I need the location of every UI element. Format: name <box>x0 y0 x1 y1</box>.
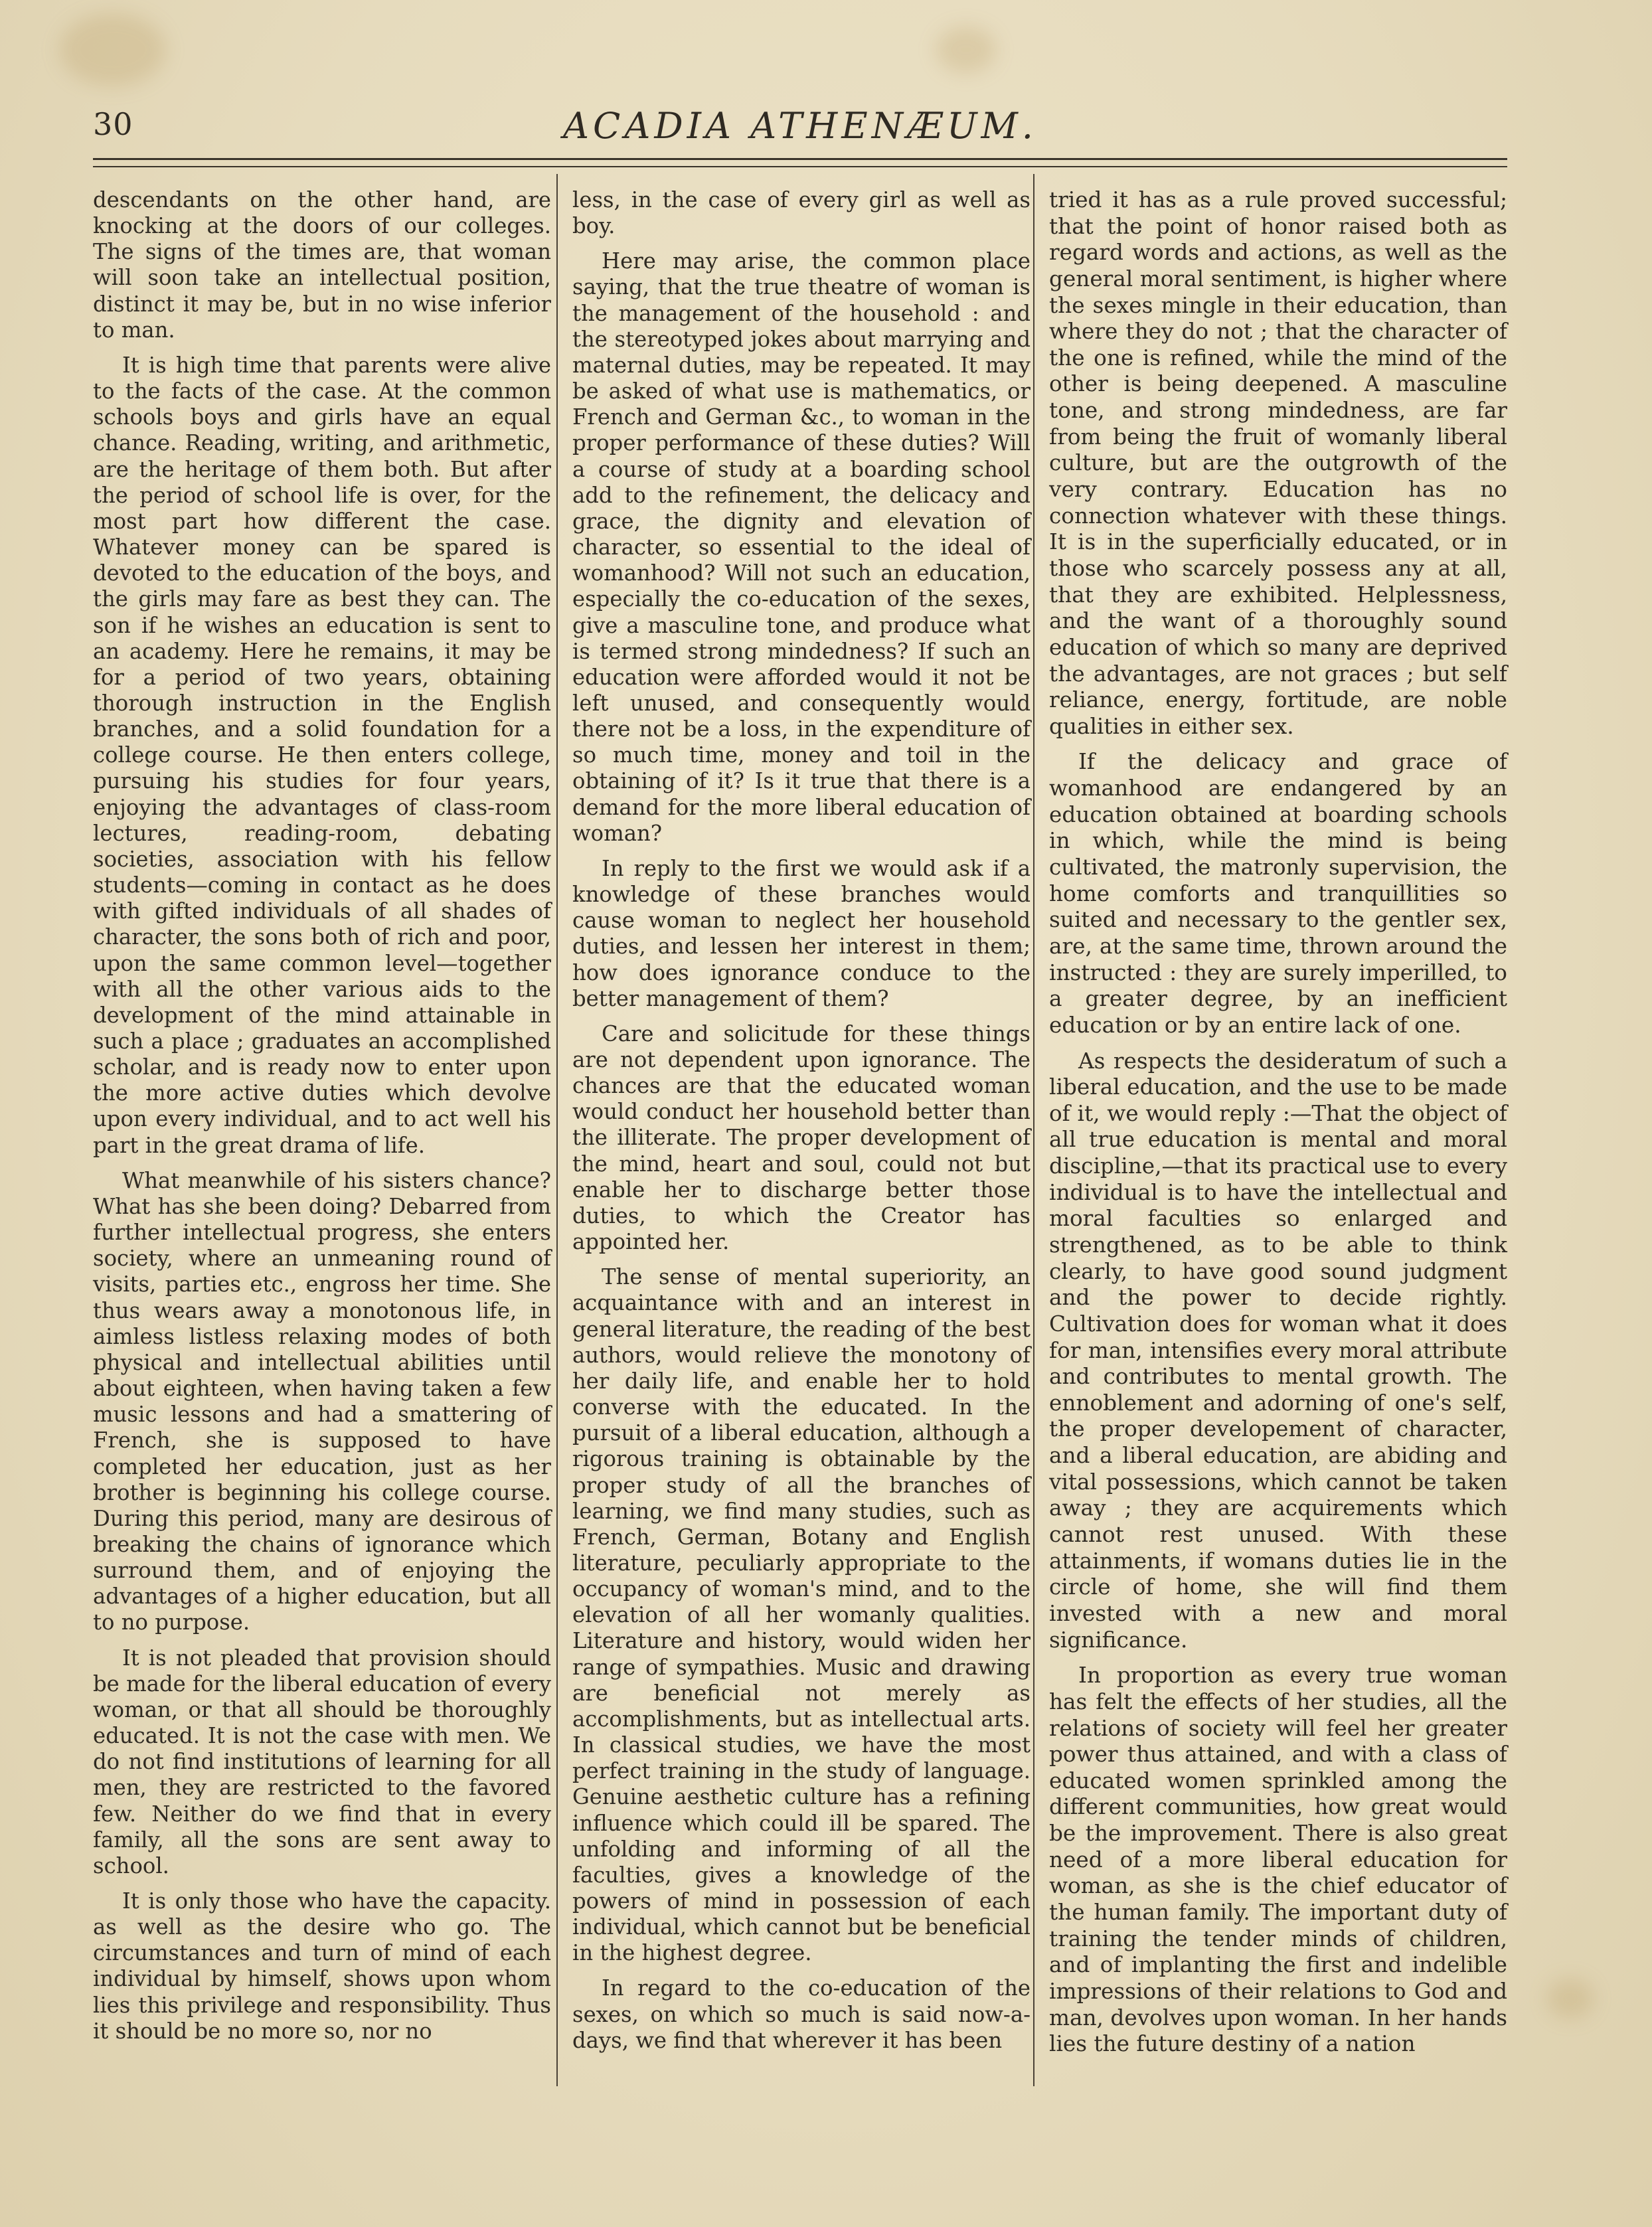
paragraph: It is not pleaded that provision should be made for the liberal education of every woman, or that all should be thoroughly educated. It is not the case with men. We do not find institutions of learning for all men, they are restricted to the favored few. Neither do we find that in every family, all the sons are sent away to school. <box>93 1645 551 1878</box>
article-column-3 <box>1049 187 1507 2058</box>
paragraph: As respects the desideratum of such a liberal education, and the use to be made of it, we would reply :—That the object of all true education is mental and moral discipline,—that its practical use to every individual is to have the intellectual and moral faculties so enlarged and strengthened, as to be able to think clearly, to have good sound judgment and the power to decide rightly. Cultivation does for woman what it does for man, intensifies every moral attribute and contributes to mental growth. The ennoblement and adorning of one's self, the proper developement of character, and a liberal education, are abiding and vital possessions, which cannot be taken away ; they are acquirements which cannot rest unused. With these attainments, if womans duties lie in the circle of home, she will find them invested with a new and moral significance. <box>1049 1048 1507 1653</box>
article-column-2 <box>572 187 1031 2054</box>
paper-stain <box>936 27 996 73</box>
paragraph: tried it has as a rule proved successful; that the point of honor raised both as regard words and actions, as well as the general moral sentiment, is higher where the sexes mingle in their education, than where they do not ; that the character of the one is refined, while the mind of the other is being deepened. A masculine tone, and strong mindedness, are far from being the fruit of womanly liberal culture, but are the outgrowth of the very contrary. Education has no connection whatever with these things. It is in the superficially educated, or in those who scarcely possess any at all, that they are exhibited. Helplessness, and the want of a thoroughly sound education of which so many are deprived the advantages, are not graces ; but self reliance, energy, fortitude, are noble qualities in either sex. <box>1049 187 1507 739</box>
header-rule <box>93 158 1507 160</box>
journal-title: ACADIA ATHENÆUM. <box>563 105 1037 147</box>
paragraph: descendants on the other hand, are knocking at the doors of our colleges. The signs of the times are, that woman will soon take an intellectual position, distinct it may be, but in no wise inferior to man. <box>93 187 551 343</box>
paragraph: In reply to the first we would ask if a knowledge of these branches would cause woman to neglect her household duties, and lessen her interest in them; how does ignorance conduce to the better management of them? <box>572 855 1031 1011</box>
paragraph: Here may arise, the common place saying, that the true theatre of woman is the management of the household : and the stereotyped jokes about marrying and maternal duties, may be repeated. It may be asked of what use is mathematics, or French and German &c., to woman in the proper performance of these duties? Will a course of study at a boarding school add to the refinement, the delicacy and grace, the dignity and elevation of character, so essential to the ideal of womanhood? Will not such an education, especially the co-education of the sexes, give a masculine tone, and produce what is termed strong mindedness? If such an education were afforded would it not be left unused, and consequently would there not be a loss, in the expenditure of so much time, money and toil in the obtaining of it? Is it true that there is a demand for the more liberal education of woman? <box>572 248 1031 846</box>
page-header <box>93 100 1507 146</box>
paper-stain <box>60 13 166 86</box>
page-number: 30 <box>93 106 133 142</box>
paragraph: It is only those who have the capacity. as well as the desire who go. The circumstances and turn of mind of each individual by himself, shows upon whom lies this privilege and responsibility. Thus it should be no more so, nor no <box>93 1888 551 2044</box>
paragraph: In proportion as every true woman has felt the effects of her studies, all the relations of society will feel her greater power thus attained, and with a class of educated women sprinkled among the different communities, how great would be the improvement. There is also great need of a more liberal education for woman, as she is the chief educator of the human family. The important duty of training the tender minds of children, and of implanting the first and indelible impressions of their relations to God and man, devolves upon woman. In her hands lies the future destiny of a nation <box>1049 1663 1507 2057</box>
header-rule <box>93 166 1507 167</box>
paragraph: The sense of mental superiority, an acquaintance with and an interest in general literature, the reading of the best authors, would relieve the monotony of her daily life, and enable her to hold converse with the educated. In the pursuit of a liberal education, although a rigorous training is obtainable by the proper study of all the branches of learning, we find many studies, such as French, German, Botany and English literature, peculiarly appropriate to the occupancy of woman's mind, and to the elevation of all her womanly qualities. Literature and history, would widen her range of sympathies. Music and drawing are beneficial not merely as accomplishments, but as intellectual arts. In classical studies, we have the most perfect training in the study of language. Genuine aesthetic culture has a refining influence which could ill be spared. The unfolding and informing of all the faculties, gives a knowledge of the powers of mind in possession of each individual, which cannot but be beneficial in the highest degree. <box>572 1264 1031 1966</box>
column-divider <box>1033 174 1034 2086</box>
article-column-1 <box>93 187 551 2044</box>
paragraph: In regard to the co-education of the sexes, on which so much is said now-a-days, we find that wherever it has been <box>572 1975 1031 2053</box>
paragraph: If the delicacy and grace of womanhood are endangered by an education obtained at boarding schools in which, while the mind is being cultivated, the matronly supervision, the home comforts and tranquillities so suited and necessary to the gentler sex, are, at the same time, thrown around the instructed : they are surely imperilled, to a greater degree, by an inefficient education or by an entire lack of one. <box>1049 749 1507 1038</box>
paper-stain <box>1547 1979 1594 2019</box>
column-divider <box>556 174 558 2086</box>
paragraph: What meanwhile of his sisters chance? What has she been doing? Debarred from further intellectual progress, she enters society, where an unmeaning round of visits, parties etc., engross her time. She thus wears away a monotonous life, in aimless listless relaxing modes of both physical and intellectual abilities until about eighteen, when having taken a few music lessons and had a smattering of French, she is supposed to have completed her education, just as her brother is beginning his college course. During this period, many are desirous of breaking the chains of ignorance which surround them, and of enjoying the advantages of a higher education, but all to no purpose. <box>93 1167 551 1635</box>
paragraph: It is high time that parents were alive to the facts of the case. At the common schools boys and girls have an equal chance. Reading, writing, and arithmetic, are the heritage of them both. But after the period of school life is over, for the most part how different the case. Whatever money can be spared is devoted to the education of the boys, and the girls may fare as best they can. The son if he wishes an education is sent to an academy. Here he remains, it may be for a period of two years, obtaining thorough instruction in the English branches, and a solid foundation for a college course. He then enters college, pursuing his studies for four years, enjoying the advantages of class-room lectures, reading-room, debating societies, association with his fellow students—coming in contact as he does with gifted individuals of all shades of character, the sons both of rich and poor, upon the same common level—together with all the other various aids to the development of the mind attainable in such a place ; graduates an accomplished scholar, and is ready now to enter upon the more active duties which devolve upon every individual, and to act well his part in the great drama of life. <box>93 352 551 1158</box>
paragraph: less, in the case of every girl as well as boy. <box>572 187 1031 239</box>
paragraph: Care and solicitude for these things are not dependent upon ignorance. The chances are that the educated woman would conduct her household better than the illiterate. The proper development of the mind, heart and soul, could not but enable her to discharge better those duties, to which the Creator has appointed her. <box>572 1021 1031 1255</box>
